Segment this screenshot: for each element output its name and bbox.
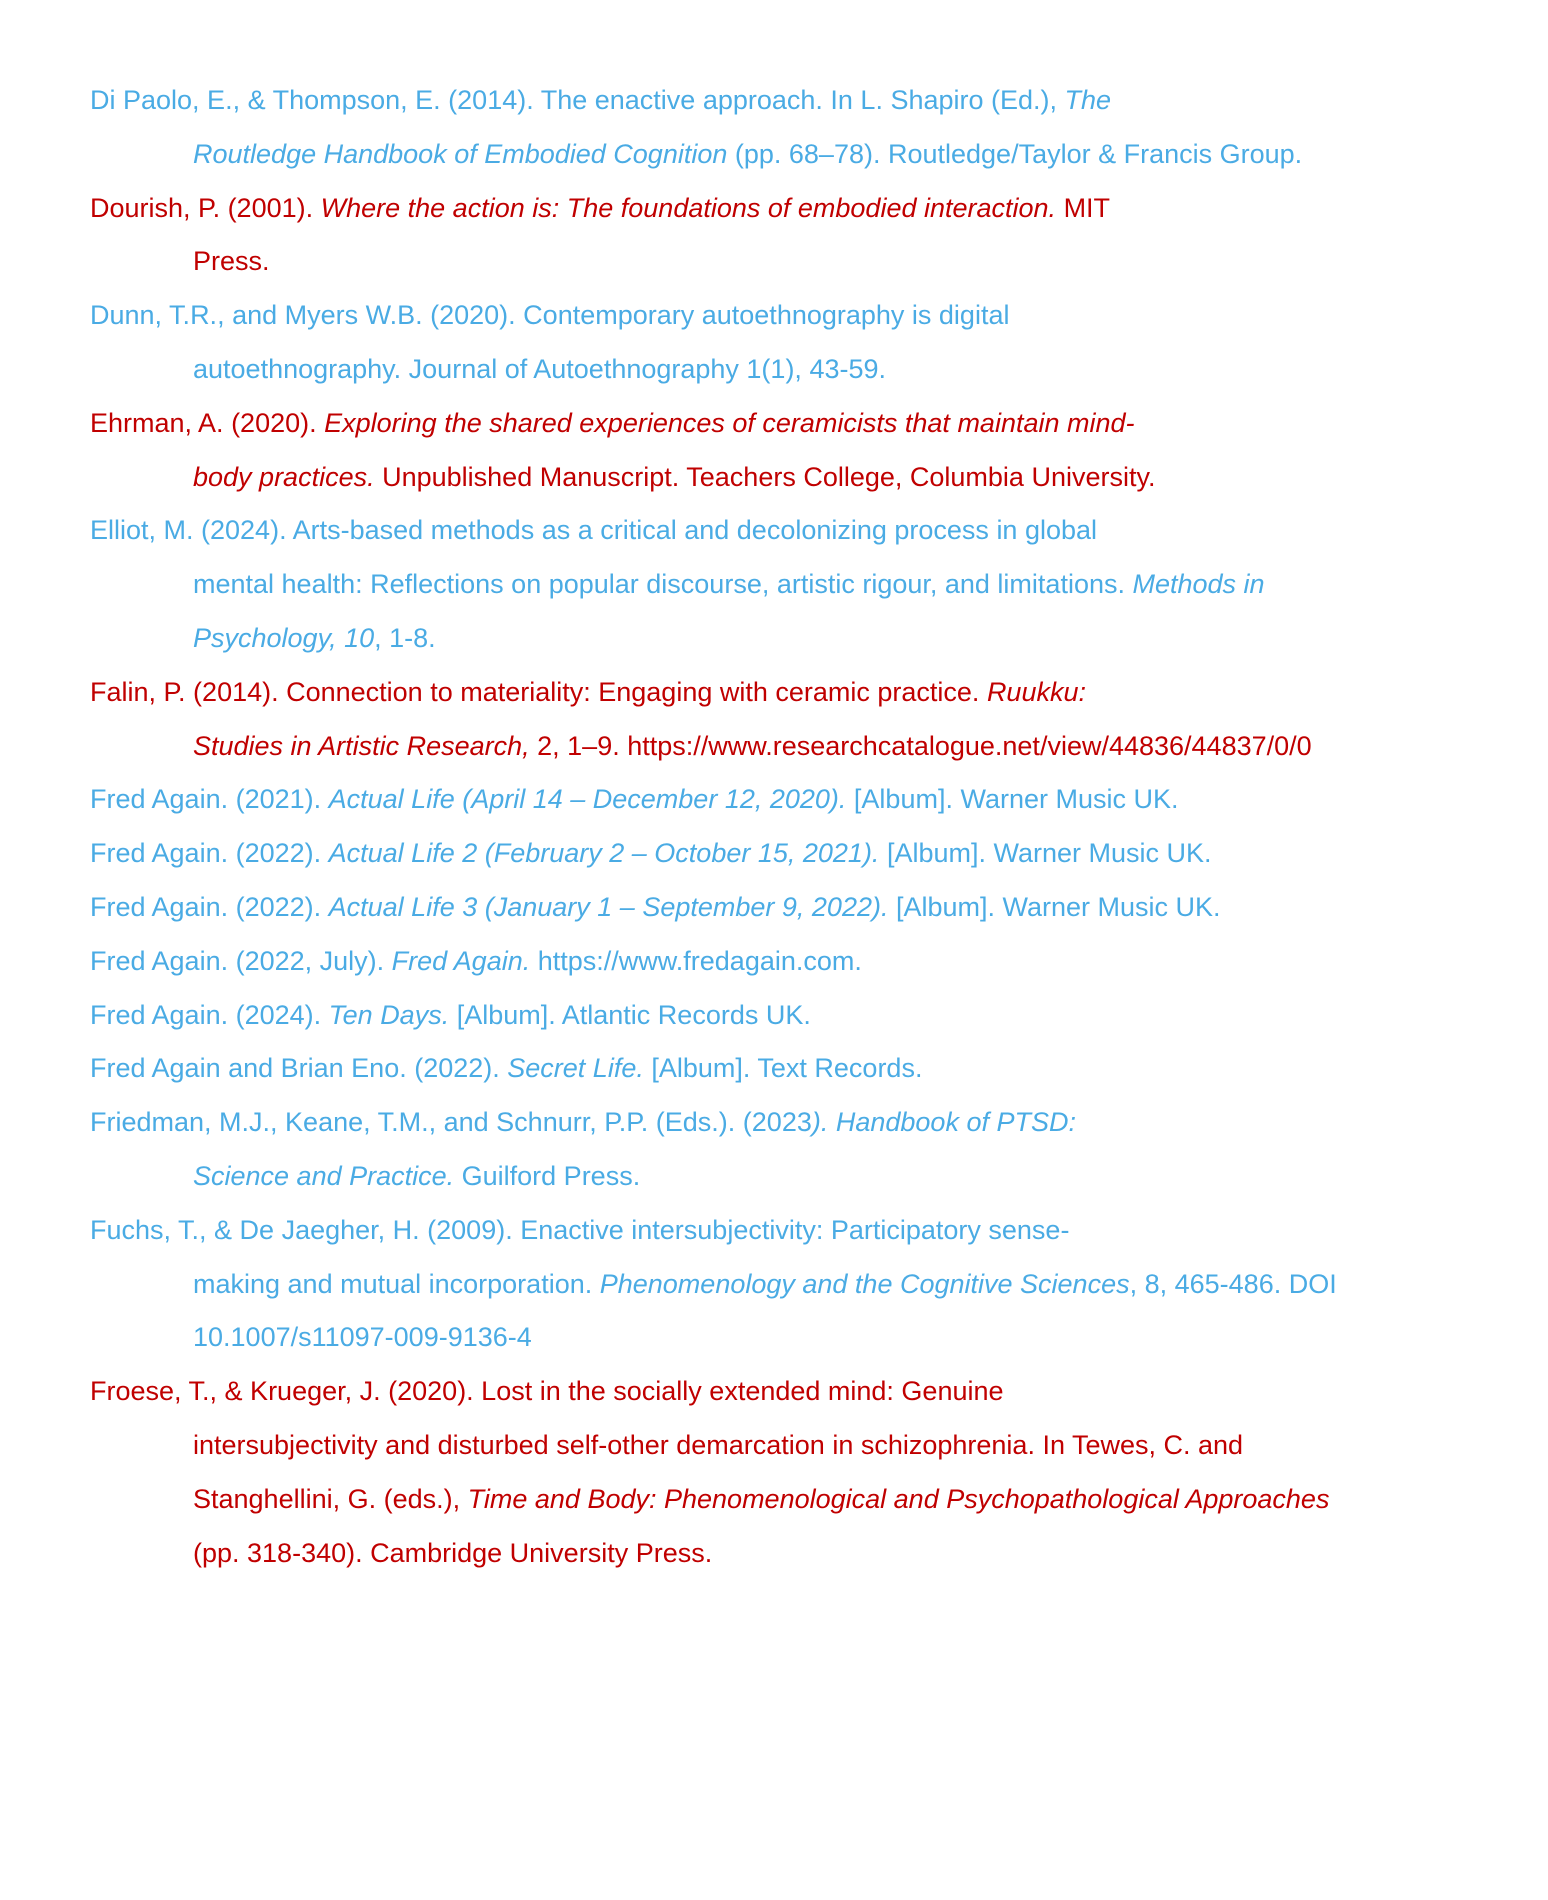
reference-continuation-line — [193, 1156, 640, 1196]
text: Dunn, T.R., and Myers W.B. (2020). Contemporary autoethnography is digital — [90, 300, 1010, 331]
text: [Album]. Warner Music UK. — [888, 892, 1221, 922]
italic-text: Routledge Handbook of Embodied Cognition — [193, 138, 728, 169]
text: https://www.fredagain.com. — [530, 945, 862, 976]
text: Friedman, M.J., Keane, T.M., and Schnurr, P.P. (Eds.). (2023 — [90, 1107, 812, 1138]
italic-text: Fred Again. — [391, 945, 531, 976]
reference-first-line — [90, 1210, 1069, 1250]
reference-first-line — [90, 672, 1086, 712]
reference-first-line — [90, 941, 862, 981]
italic-text: Studies in Artistic Research, — [193, 730, 530, 761]
italic-text: Psychology, 10 — [193, 623, 375, 653]
italic-text: Actual Life 2 (February 2 – October 15, 2021). — [328, 838, 880, 869]
reference-continuation-line — [193, 1264, 1337, 1304]
text: [Album]. Warner Music UK. — [879, 838, 1212, 869]
text: Froese, T., & Krueger, J. (2020). Lost in the socially extended mind: Genuine — [90, 1376, 1004, 1407]
reference-continuation-line — [193, 1479, 1329, 1519]
reference-first-line — [90, 1371, 1004, 1411]
text: (pp. 68–78). Routledge/Taylor & Francis Group. — [727, 138, 1303, 169]
text: making and mutual incorporation. — [193, 1268, 600, 1299]
italic-text: Actual Life 3 (January 1 – September 9, 2022). — [328, 892, 889, 922]
text: Fred Again. (2022, July). — [90, 945, 392, 976]
italic-text: Ten Days. — [328, 999, 450, 1030]
text: Fuchs, T., & De Jaegher, H. (2009). Enactive intersubjectivity: Participatory sense- — [90, 1214, 1070, 1245]
italic-text: Ruukku: — [986, 676, 1086, 707]
reference-continuation-line — [193, 241, 270, 281]
reference-continuation-line — [193, 1425, 1243, 1465]
italic-text: Exploring the shared experiences of ceramicists that maintain mind- — [324, 407, 1135, 438]
text: autoethnography. Journal of Autoethnography 1(1), 43-59. — [193, 354, 886, 384]
reference-first-line — [90, 887, 1221, 927]
text: Fred Again and Brian Eno. (2022). — [90, 1053, 508, 1084]
reference-first-line — [90, 188, 1110, 228]
text: [Album]. Atlantic Records UK. — [449, 999, 811, 1030]
text: Press. — [193, 246, 270, 277]
reference-continuation-line — [193, 618, 436, 658]
text: [Album]. Warner Music UK. — [846, 784, 1179, 815]
italic-text: Actual Life (April 14 – December 12, 2020). — [328, 784, 847, 815]
text: (pp. 318-340). Cambridge University Press. — [193, 1537, 713, 1568]
reference-first-line — [90, 833, 1212, 873]
reference-first-line — [90, 1102, 1076, 1142]
text: [Album]. Text Records. — [643, 1053, 923, 1084]
reference-continuation-line — [193, 564, 1265, 604]
reference-continuation-line — [193, 349, 886, 389]
text: 10.1007/s11097-009-9136-4 — [193, 1322, 532, 1353]
text: 2, 1–9. https://www.researchcatalogue.net/view/44836/44837/0/0 — [529, 730, 1312, 761]
text: intersubjectivity and disturbed self-other demarcation in schizophrenia. In Tewes, C. and — [193, 1430, 1244, 1460]
reference-first-line — [90, 995, 811, 1035]
reference-first-line — [90, 295, 1009, 335]
italic-text: The — [1064, 85, 1112, 115]
italic-text: body practices. — [193, 461, 375, 492]
reference-continuation-line — [193, 134, 1302, 174]
text: , 8, 465-486. DOI — [1129, 1268, 1337, 1299]
text: Falin, P. (2014). Connection to materiality: Engaging with ceramic practice. — [90, 676, 987, 707]
text: Dourish, P. (2001). — [90, 192, 321, 223]
italic-text: Secret Life. — [507, 1053, 644, 1084]
text: Fred Again. (2022). — [90, 838, 329, 869]
text: Stanghellini, G. (eds.), — [193, 1483, 468, 1514]
text: Di Paolo, E., & Thompson, E. (2014). The enactive approach. In L. Shapiro (Ed.), — [90, 85, 1065, 115]
italic-text: Where the action is: The foundations of embodied interaction. — [320, 192, 1057, 223]
text: Fred Again. (2024). — [90, 999, 329, 1030]
text: , 1-8. — [374, 623, 436, 653]
reference-first-line — [90, 779, 1179, 819]
text: Ehrman, A. (2020). — [90, 407, 325, 438]
text: Fred Again. (2022). — [90, 892, 329, 922]
reference-first-line — [90, 80, 1111, 120]
reference-first-line — [90, 403, 1135, 443]
text: MIT — [1056, 192, 1111, 223]
reference-first-line — [90, 510, 1097, 550]
reference-continuation-line — [193, 726, 1312, 766]
text: Guilford Press. — [454, 1161, 641, 1191]
text: Unpublished Manuscript. Teachers College, Columbia University. — [374, 461, 1156, 492]
italic-text: Time and Body: Phenomenological and Psychopathological Approaches — [467, 1483, 1330, 1514]
italic-text: Phenomenology and the Cognitive Sciences — [599, 1268, 1130, 1299]
italic-text: Methods in — [1132, 569, 1265, 600]
text: Elliot, M. (2024). Arts-based methods as a critical and decolonizing process in global — [90, 515, 1098, 546]
text: Fred Again. (2021). — [90, 784, 329, 815]
italic-text: ). Handbook of PTSD: — [811, 1107, 1076, 1138]
italic-text: Science and Practice. — [193, 1161, 455, 1191]
reference-continuation-line — [193, 457, 1155, 497]
text: mental health: Reflections on popular discourse, artistic rigour, and limitations. — [193, 569, 1133, 600]
reference-first-line — [90, 1048, 922, 1088]
reference-continuation-line — [193, 1533, 712, 1573]
reference-continuation-line — [193, 1317, 532, 1357]
